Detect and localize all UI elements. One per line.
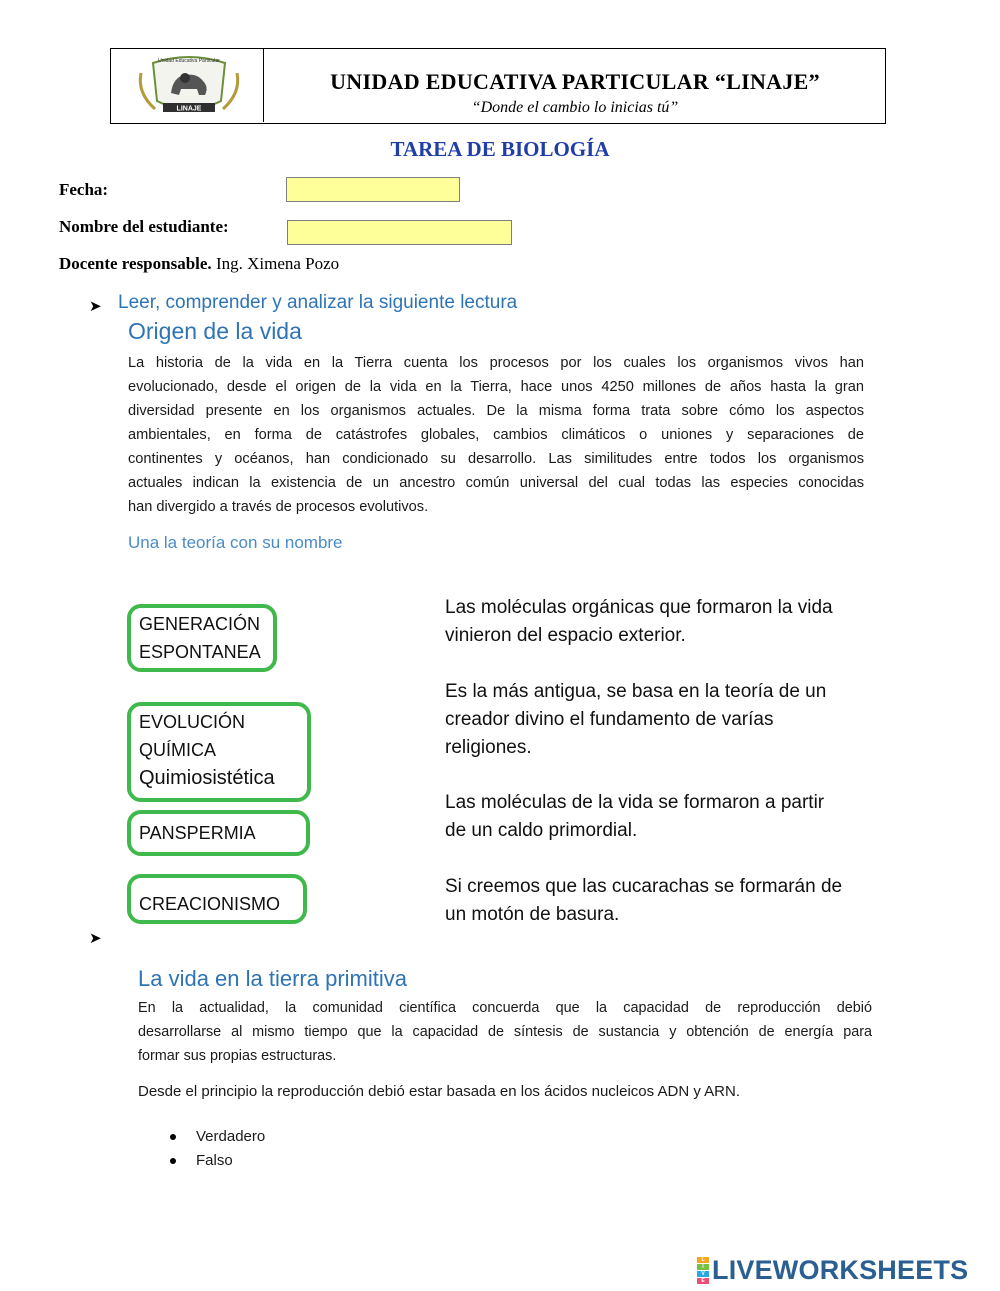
description-line: Si creemos que las cucarachas se formarán de: [445, 876, 843, 897]
logo-block: E: [697, 1278, 709, 1284]
logo-block: L: [697, 1257, 709, 1263]
theory-label: PANSPERMIA: [139, 823, 256, 843]
liveworksheets-brand: LIVEWORKSHEETS: [712, 1254, 969, 1285]
section2-title: La vida en la tierra primitiva: [138, 966, 408, 991]
option-label: Falso: [196, 1152, 233, 1169]
teacher-line: [59, 254, 339, 274]
theory-label: GENERACIÓN: [139, 614, 261, 634]
option-true[interactable]: [170, 1128, 265, 1145]
student-name-label: Nombre del estudiante:: [59, 217, 229, 236]
theory-label: Quimiosistética: [139, 767, 275, 789]
description-line: religiones.: [445, 737, 532, 758]
option-label: Verdadero: [196, 1128, 266, 1145]
liveworksheets-blocks-icon: [697, 1257, 709, 1284]
reading-line: ambientales, en forma de catástrofes globales, cambios climáticos o uniones y separaciones de: [128, 427, 864, 443]
teacher-label: Docente responsable.: [59, 254, 212, 273]
option-false[interactable]: [170, 1152, 233, 1169]
description-evolucion-quimica[interactable]: [445, 789, 824, 845]
reading-line: evolucionado, desde el origen de la vida en la Tierra, hace unos 4250 millones de años hasta la gran: [128, 379, 864, 395]
logo-bottom-text: LINAJE: [176, 105, 202, 113]
description-line: creador divino el fundamento de varías: [445, 709, 774, 730]
reading-line: diversidad presente en los organismos actuales. De la misma forma trata sobre cómo los aspectos: [128, 403, 864, 419]
reading-line: han divergido a través de procesos evolutivos.: [128, 499, 429, 515]
section2-paragraph: [138, 996, 872, 1068]
logo-block: I: [697, 1264, 709, 1270]
task-title: TAREA DE BIOLOGÍA: [390, 137, 610, 161]
description-line: un motón de basura.: [445, 904, 620, 925]
reading-line: continentes y océanos, han condicionado su desarrollo. Las similitudes entre todos los organismos: [128, 451, 864, 467]
matching-prompt: Una la teoría con su nombre: [128, 533, 343, 552]
logo-top-text: Unidad Educativa Particular: [158, 58, 220, 64]
description-line: Es la más antigua, se basa en la teoría de un: [445, 681, 827, 702]
theory-box-generacion-espontanea[interactable]: [127, 604, 277, 672]
description-line: Las moléculas orgánicas que formaron la vida: [445, 597, 833, 618]
liveworksheets-logo: [697, 1255, 968, 1285]
description-line: de un caldo primordial.: [445, 820, 638, 841]
arrow-bullet-icon: ➤: [89, 299, 102, 315]
theory-label: CREACIONISMO: [139, 894, 281, 914]
theory-box-panspermia[interactable]: [127, 810, 310, 856]
theory-box-creacionismo[interactable]: [127, 874, 307, 924]
date-input[interactable]: [286, 177, 460, 202]
school-header: [110, 48, 886, 124]
theory-label: EVOLUCIÓN: [139, 712, 246, 732]
reading-title: Origen de la vida: [128, 318, 302, 344]
student-name-input[interactable]: [287, 220, 512, 245]
logo-block: V: [697, 1271, 709, 1277]
school-name: UNIDAD EDUCATIVA PARTICULAR “LINAJE”: [330, 69, 820, 94]
teacher-name: Ing. Ximena Pozo: [215, 254, 340, 273]
school-logo: [133, 53, 245, 117]
theory-box-evolucion-quimica[interactable]: [127, 702, 311, 802]
description-creacionismo[interactable]: [445, 678, 826, 762]
section2-line: desarrollarse al mismo tiempo que la capacidad de síntesis de sustancia y obtención de energía para: [138, 1024, 872, 1040]
reading-paragraph: [128, 351, 864, 519]
description-line: vinieron del espacio exterior.: [445, 625, 686, 646]
date-label: Fecha:: [59, 180, 109, 199]
theory-label: ESPONTANEA: [139, 642, 261, 662]
reading-line: actuales indican la existencia de un ancestro común universal del cual todas las especies conocidas: [128, 475, 864, 491]
theory-label: QUÍMICA: [139, 740, 217, 760]
bullet-icon: [170, 1158, 176, 1164]
statement-text: Desde el principio la reproducción debió estar basada en los ácidos nucleicos ADN y ARN.: [138, 1083, 740, 1100]
section2-line: En la actualidad, la comunidad científica concuerda que la capacidad de reproducción debió: [138, 1000, 872, 1016]
description-generacion-espontanea[interactable]: [445, 873, 842, 929]
instruction-text: Leer, comprender y analizar la siguiente lectura: [118, 292, 518, 313]
reading-line: La historia de la vida en la Tierra cuenta los procesos por los cuales los organismos vivos han: [128, 355, 864, 371]
logo-cell: [111, 49, 264, 122]
arrow-bullet-icon: ➤: [89, 931, 102, 947]
bullet-icon: [170, 1134, 176, 1140]
description-panspermia[interactable]: [445, 594, 833, 650]
description-line: Las moléculas de la vida se formaron a partir: [445, 792, 825, 813]
section2-line: formar sus propias estructuras.: [138, 1048, 337, 1064]
school-motto: “Donde el cambio lo inicias tú”: [471, 99, 679, 116]
